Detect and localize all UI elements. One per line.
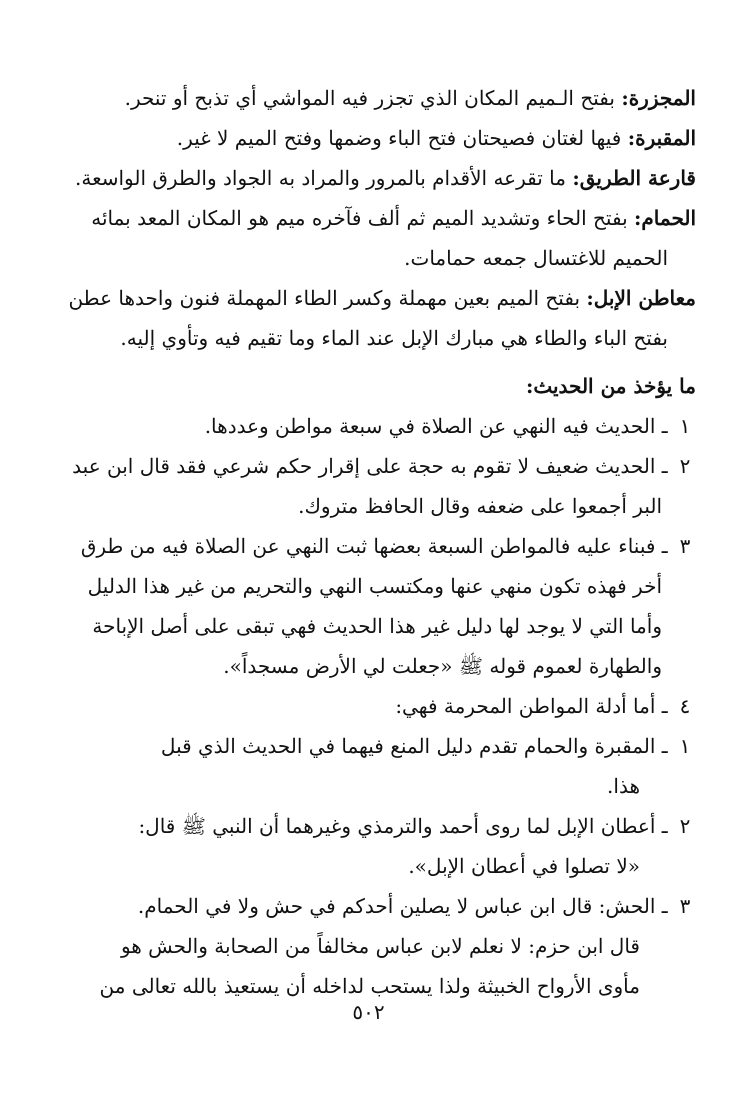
- subitem-number: ١: [679, 734, 691, 758]
- glossary-entry: [40, 78, 696, 118]
- page-number: ٥٠٢: [352, 1000, 385, 1024]
- glossary-definition: ما تقرعه الأقدام بالمرور والمراد به الجواد والطرق الواسعة.: [75, 166, 566, 190]
- item-text: ـ الحديث فيه النهي عن الصلاة في سبعة مواطن وعددها.: [204, 414, 668, 438]
- points-list: [40, 406, 696, 726]
- list-item: [40, 446, 696, 486]
- item-number: ٤: [679, 694, 691, 718]
- section-heading: ما يؤخذ من الحديث:: [525, 374, 696, 398]
- glossary-definition-continued: الحميم للاغتسال جمعه حمامات.: [404, 246, 668, 270]
- subitem-number: ٣: [679, 894, 691, 918]
- glossary-term: الحمام:: [634, 206, 696, 230]
- glossary-term: المجزرة:: [621, 86, 696, 110]
- list-item: [40, 686, 696, 726]
- list-item: [40, 526, 696, 566]
- subitem-text-continued: قال ابن حزم: لا نعلم لابن عباس مخالفاً من الصحابة والحش هو: [120, 934, 640, 958]
- item-text: ـ الحديث ضعيف لا تقوم به حجة على إقرار حكم شرعي فقد قال ابن عبد: [72, 454, 668, 478]
- subitem-text: ـ الحش: قال ابن عباس لا يصلين أحدكم في حش ولا في الحمام.: [137, 894, 668, 918]
- page-body: [40, 78, 696, 1006]
- item-number: ١: [679, 414, 691, 438]
- item-number: ٣: [679, 534, 691, 558]
- sublist-item: [40, 806, 696, 846]
- glossary-definition: فيها لغتان فصيحتان فتح الباء وضمها وفتح الميم لا غير.: [176, 126, 622, 150]
- glossary-definition: بفتح الـميم المكان الذي تجزر فيه المواشي أي تذبح أو تنحر.: [124, 86, 615, 110]
- glossary-term: قارعة الطريق:: [572, 166, 696, 190]
- sublist-item: [40, 726, 696, 766]
- glossary-definition-continued: بفتح الباء والطاء هي مبارك الإبل عند الماء وما تقيم فيه وتأوي إليه.: [120, 326, 668, 350]
- subitem-text: ـ المقبرة والحمام تقدم دليل المنع فيهما في الحديث الذي قبل: [160, 734, 668, 758]
- item-text-continued: وأما التي لا يوجد لها دليل غير هذا الحديث فهي تبقى على أصل الإباحة: [92, 614, 662, 638]
- item-text-continued: أخر فهذه تكون منهي عنها ومكتسب النهي والتحريم من غير هذا الدليل: [87, 574, 662, 598]
- item-text: ـ أما أدلة المواطن المحرمة فهي:: [395, 694, 668, 718]
- item-text: ـ فبناء عليه فالمواطن السبعة بعضها ثبت النهي عن الصلاة فيه من طرق: [80, 534, 668, 558]
- item-text-continued: البر أجمعوا على ضعفه وقال الحافظ متروك.: [298, 494, 662, 518]
- glossary-definition: بفتح الحاء وتشديد الميم ثم ألف فآخره ميم هو المكان المعد بمائه: [91, 206, 628, 230]
- glossary-entry: [40, 278, 696, 318]
- list-item: [40, 406, 696, 446]
- glossary-entry: [40, 158, 696, 198]
- glossary-term: معاطن الإبل:: [586, 286, 696, 310]
- subitem-text-continued: هذا.: [607, 774, 640, 798]
- glossary-term: المقبرة:: [627, 126, 696, 150]
- subpoints-list: [40, 726, 696, 1006]
- subitem-text-continued: مأوى الأرواح الخبيثة ولذا يستحب لداخله أن يستعيذ بالله تعالى من: [99, 974, 640, 998]
- glossary-definition: بفتح الميم بعين مهملة وكسر الطاء المهملة فنون واحدها عطن: [68, 286, 581, 310]
- glossary-entry: [40, 118, 696, 158]
- subitem-text-continued: «لا تصلوا في أعطان الإبل».: [408, 854, 640, 878]
- glossary: [40, 78, 696, 358]
- item-text-continued: والطهارة لعموم قوله ﷺ «جعلت لي الأرض مسجداً».: [223, 654, 662, 678]
- subitem-text: ـ أعطان الإبل لما روى أحمد والترمذي وغيرهما أن النبي ﷺ قال:: [138, 814, 668, 838]
- item-number: ٢: [679, 454, 691, 478]
- sublist-item: [40, 886, 696, 926]
- subitem-number: ٢: [679, 814, 691, 838]
- glossary-entry: [40, 198, 696, 238]
